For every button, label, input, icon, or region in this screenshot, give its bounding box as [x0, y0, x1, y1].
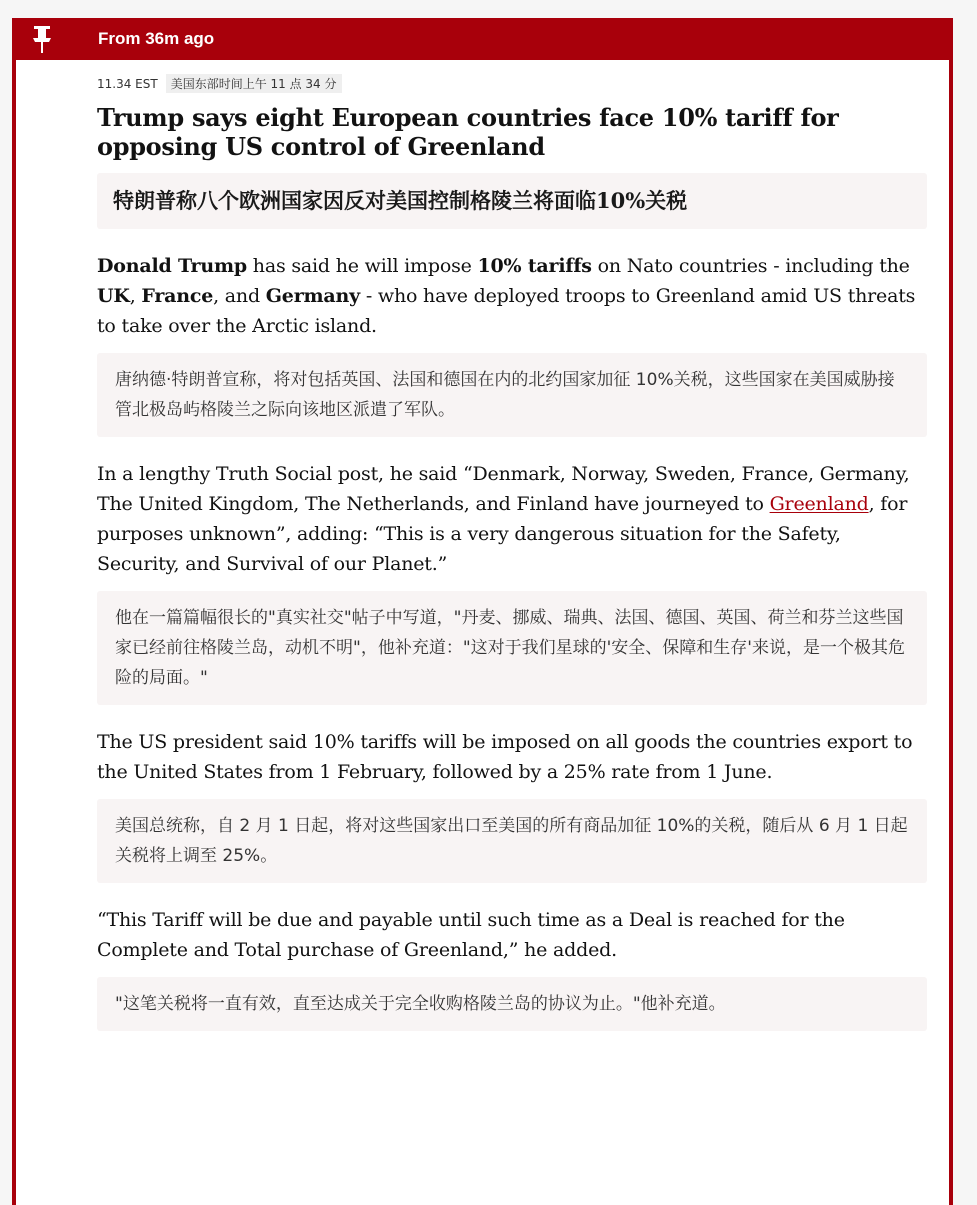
- greenland-link[interactable]: Greenland: [769, 493, 869, 515]
- post-headline: Trump says eight European countries face 10% tariff for opposing US control of Greenland: [97, 103, 839, 161]
- bold-uk: UK: [97, 285, 130, 307]
- paragraph-4: “This Tariff will be due and payable until such time as a Deal is reached for the Complete and Total purchase of Greenland,” he added.: [97, 909, 845, 961]
- post-headline-translation: 特朗普称八个欧洲国家因反对美国控制格陵兰将面临10%关税: [97, 173, 927, 229]
- post-meta: [97, 74, 927, 93]
- bold-name-trump: Donald Trump: [97, 255, 247, 277]
- paragraph-3-translation: 美国总统称，自 2 月 1 日起，将对这些国家出口至美国的所有商品加征 10%的关税，随后从 6 月 1 日起关税将上调至 25%。: [97, 799, 927, 883]
- paragraph-2: In a lengthy Truth Social post, he said “Denmark, Norway, Sweden, France, Germany, The United Kingdom, The Netherlands, and Finland have journeyed to Greenland, for purposes unknown”, adding: “This is a very dangerous situation for the Safety, Security, and Survival of our Planet.”: [97, 463, 910, 575]
- live-blog-post: [12, 18, 953, 1205]
- pinned-time-label: From 36m ago: [98, 29, 215, 48]
- paragraph-1: Donald Trump has said he will impose 10% tariffs on Nato countries - including the UK, France, and Germany - who have deployed troops to Greenland amid US threats to take over the Arctic island.: [97, 255, 916, 337]
- bold-france: France: [141, 285, 214, 307]
- paragraph-4-translation: "这笔关税将一直有效，直至达成关于完全收购格陵兰岛的协议为止。"他补充道。: [97, 977, 927, 1031]
- paragraph-1-translation: 唐纳德·特朗普宣称，将对包括英国、法国和德国在内的北约国家加征 10%关税，这些国家在美国威胁接管北极岛屿格陵兰之际向该地区派遣了军队。: [97, 353, 927, 437]
- post-timestamp[interactable]: 11.34 EST: [97, 76, 158, 91]
- post-content: [16, 60, 927, 1031]
- paragraph-3: The US president said 10% tariffs will be imposed on all goods the countries export to the United States from 1 February, followed by a 25% rate from 1 June.: [97, 731, 913, 783]
- bold-tariffs: 10% tariffs: [477, 255, 592, 277]
- post-timestamp-translation: 美国东部时间上午 11 点 34 分: [166, 74, 342, 93]
- pinned-post-bar: [16, 18, 949, 60]
- paragraph-2-translation: 他在一篇篇幅很长的"真实社交"帖子中写道，"丹麦、挪威、瑞典、法国、德国、英国、荷兰和芬兰这些国家已经前往格陵兰岛，动机不明"，他补充道："这对于我们星球的'安全、保障和生存'来说，是一个极其危险的局面。": [97, 591, 927, 705]
- pin-icon: [30, 24, 54, 54]
- bold-germany: Germany: [265, 285, 360, 307]
